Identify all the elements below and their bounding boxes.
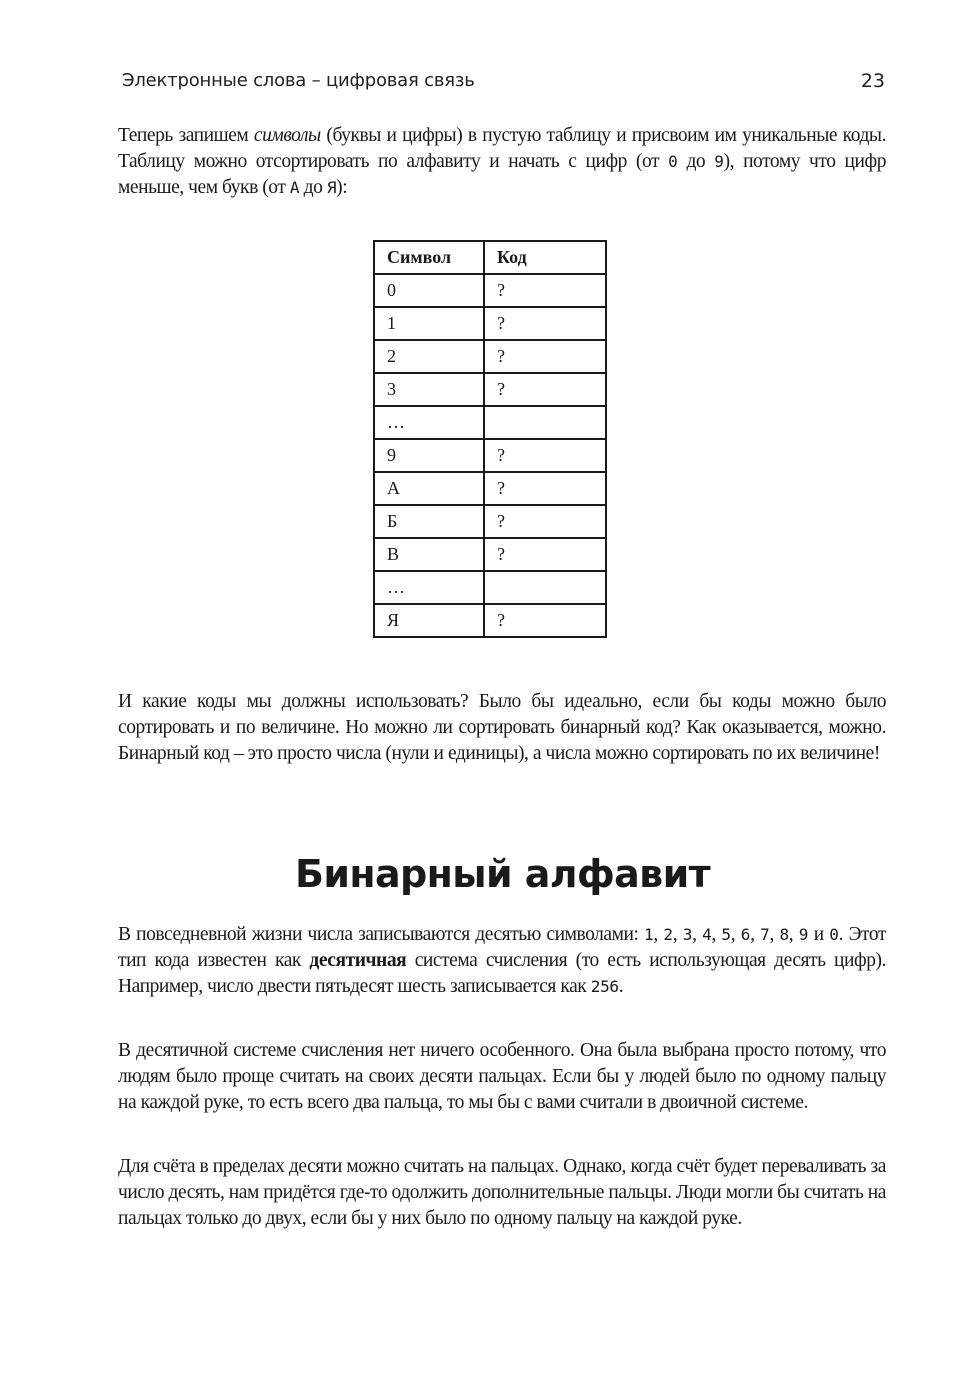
code-cell: [484, 571, 606, 604]
table-row: [374, 538, 606, 571]
intro-text-2: (буквы и цифры) в пустую таблицу и присвоим им уникальные коды. Таблицу можно отсортировать по алфавиту и начать с цифр (от: [118, 125, 887, 172]
code-cell: ?: [484, 472, 606, 505]
question-paragraph: И какие коды мы должны использовать? Было бы идеально, если бы коды можно было сортировать и по величине. Но можно ли сортировать бинарный код? Как оказывается, можно. Бинарный код – это просто числа (нули и единицы), а числа можно сортировать по их величине!: [118, 691, 886, 764]
and-word: и: [808, 924, 830, 945]
digit-8: 8: [779, 925, 789, 944]
separator: ,: [730, 924, 741, 945]
intro-paragraph: [118, 123, 886, 201]
code-cell: ?: [484, 538, 606, 571]
table-row: [374, 505, 606, 538]
symbol-cell: …: [374, 571, 484, 604]
code-cell: ?: [484, 505, 606, 538]
symbol-code-table: [373, 240, 607, 638]
intro-code-a: А: [289, 178, 300, 197]
page-number: 23: [860, 70, 885, 92]
table-row: [374, 439, 606, 472]
code-cell: ?: [484, 373, 606, 406]
intro-code-0: 0: [668, 152, 678, 171]
symbol-cell: …: [374, 406, 484, 439]
intro-text-3: до: [677, 151, 715, 172]
digit-2: 2: [663, 925, 673, 944]
code-cell: ?: [484, 439, 606, 472]
p1-text-3: система счисления (то есть использующая десять цифр). Например, число двести пятьдесят шесть записывается как: [118, 950, 886, 997]
decimal-term: десятичная: [309, 950, 407, 971]
fingers-paragraph: В десятичной системе счисления нет ничего особенного. Она была выбрана просто потому, что людям было проще считать на своих десяти пальцах. Если бы у людей было по одному пальцу на каждой руке, то есть всего два пальца, то мы бы с вами считали в двоичной системе.: [118, 1040, 886, 1113]
p1-text-4: .: [618, 976, 624, 997]
table-header-row: [374, 241, 606, 274]
table-row: [374, 340, 606, 373]
digit-5: 5: [721, 925, 731, 944]
digit-7: 7: [760, 925, 770, 944]
table-row: [374, 274, 606, 307]
separator: ,: [672, 924, 683, 945]
symbol-cell: 1: [374, 307, 484, 340]
symbol-cell: 2: [374, 340, 484, 373]
intro-text-4: ), потому что цифр меньше, чем букв (от: [118, 151, 886, 198]
column-header-symbol: Символ: [374, 241, 484, 274]
running-header-title: Электронные слова – цифровая связь: [122, 70, 475, 91]
intro-code-ya: Я: [326, 178, 337, 197]
separator: ,: [788, 924, 799, 945]
symbol-cell: В: [374, 538, 484, 571]
symbol-cell: Б: [374, 505, 484, 538]
code-256: 256: [590, 977, 619, 996]
separator: ,: [750, 924, 761, 945]
counting-paragraph: Для счёта в пределах десяти можно считать на пальцах. Однако, когда счёт будет переваливать за число десять, нам придётся где-то одолжить дополнительные пальцы. Люди могли бы считать на пальцах только до двух, если бы у них было по одному пальцу на каждой руке.: [118, 1156, 886, 1229]
digit-1: 1: [644, 925, 654, 944]
code-cell: ?: [484, 307, 606, 340]
column-header-code: Код: [484, 241, 606, 274]
code-cell: ?: [484, 604, 606, 637]
symbol-cell: 3: [374, 373, 484, 406]
digit-6: 6: [740, 925, 751, 944]
table-row: [374, 604, 606, 637]
table-row: [374, 373, 606, 406]
separator: ,: [692, 924, 703, 945]
section-heading: Бинарный алфавит: [294, 852, 711, 896]
code-cell: ?: [484, 274, 606, 307]
intro-emphasis: символы: [253, 125, 321, 146]
digit-4: 4: [702, 925, 712, 944]
digit-3: 3: [682, 925, 693, 944]
separator: ,: [711, 924, 722, 945]
table-row: [374, 571, 606, 604]
separator: ,: [653, 924, 664, 945]
digit-9: 9: [798, 925, 809, 944]
symbol-cell: 9: [374, 439, 484, 472]
p1-text-1: В повседневной жизни числа записываются десятью символами:: [118, 924, 645, 945]
separator: ,: [769, 924, 780, 945]
symbol-cell: 0: [374, 274, 484, 307]
digit-0: 0: [829, 925, 839, 944]
symbol-cell: А: [374, 472, 484, 505]
decimal-paragraph: [118, 922, 886, 1000]
intro-text-5: до: [299, 177, 327, 198]
code-cell: ?: [484, 340, 606, 373]
intro-text-6: ):: [336, 177, 348, 198]
p1-text-2: . Этот тип кода известен как: [118, 924, 886, 971]
table-row: [374, 472, 606, 505]
intro-code-9: 9: [714, 152, 724, 171]
table-row: [374, 307, 606, 340]
table-row: [374, 406, 606, 439]
intro-text-1: Теперь запишем: [118, 125, 254, 146]
symbol-cell: Я: [374, 604, 484, 637]
code-cell: [484, 406, 606, 439]
